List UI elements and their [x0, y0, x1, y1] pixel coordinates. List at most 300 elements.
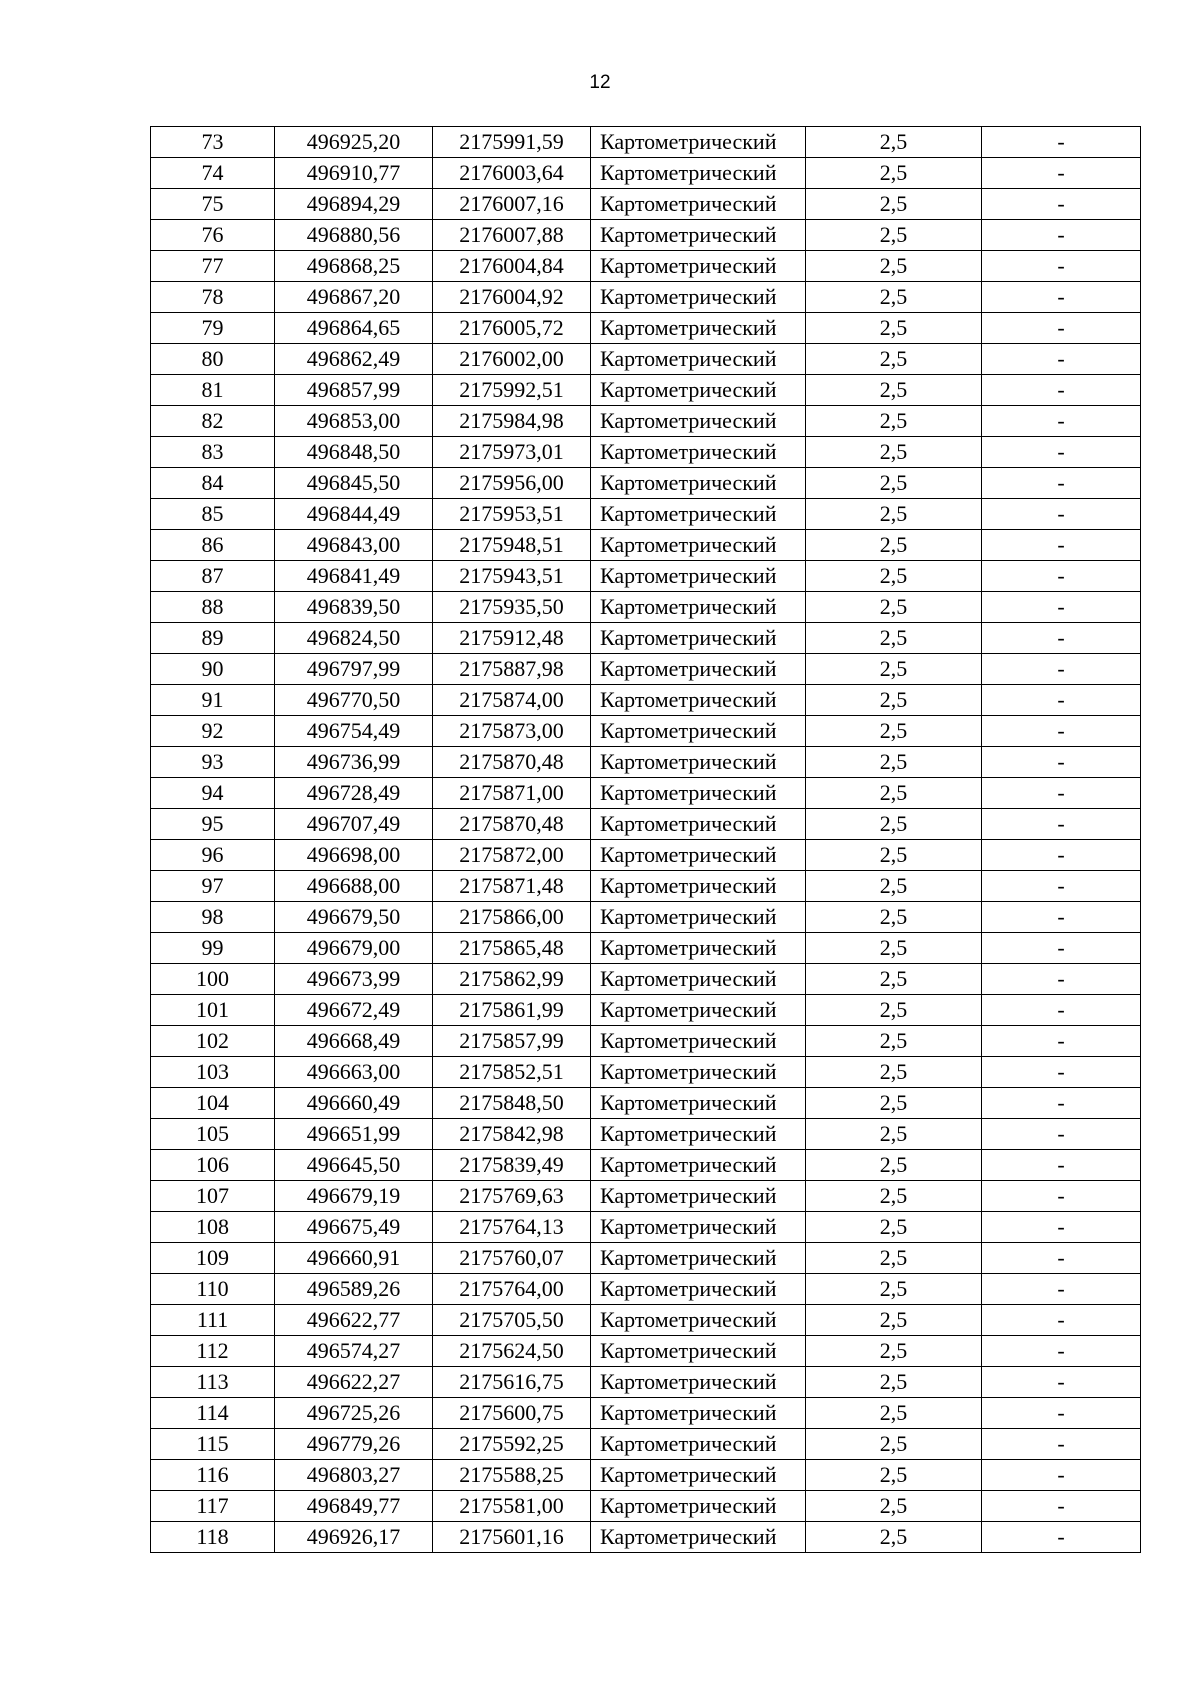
point-number-cell: 89: [151, 623, 275, 654]
point-number-cell: 117: [151, 1491, 275, 1522]
x-coordinate-cell: 496845,50: [275, 468, 433, 499]
accuracy-cell: 2,5: [806, 158, 982, 189]
method-cell: Картометрический: [591, 313, 806, 344]
point-number-cell: 110: [151, 1274, 275, 1305]
method-cell: Картометрический: [591, 1522, 806, 1553]
description-cell: -: [982, 1429, 1141, 1460]
x-coordinate-cell: 496660,91: [275, 1243, 433, 1274]
description-cell: -: [982, 1305, 1141, 1336]
x-coordinate-cell: 496679,19: [275, 1181, 433, 1212]
table-row: [151, 1026, 1141, 1057]
description-cell: -: [982, 933, 1141, 964]
description-cell: -: [982, 654, 1141, 685]
point-number-cell: 112: [151, 1336, 275, 1367]
y-coordinate-cell: 2175991,59: [433, 127, 591, 158]
table-row: [151, 468, 1141, 499]
table-row: [151, 251, 1141, 282]
description-cell: -: [982, 623, 1141, 654]
y-coordinate-cell: 2175848,50: [433, 1088, 591, 1119]
description-cell: -: [982, 375, 1141, 406]
table-row: [151, 995, 1141, 1026]
y-coordinate-cell: 2175862,99: [433, 964, 591, 995]
point-number-cell: 93: [151, 747, 275, 778]
description-cell: -: [982, 871, 1141, 902]
method-cell: Картометрический: [591, 468, 806, 499]
accuracy-cell: 2,5: [806, 964, 982, 995]
x-coordinate-cell: 496645,50: [275, 1150, 433, 1181]
y-coordinate-cell: 2175887,98: [433, 654, 591, 685]
y-coordinate-cell: 2175871,00: [433, 778, 591, 809]
point-number-cell: 104: [151, 1088, 275, 1119]
description-cell: -: [982, 1460, 1141, 1491]
y-coordinate-cell: 2175581,00: [433, 1491, 591, 1522]
description-cell: -: [982, 1088, 1141, 1119]
table-row: [151, 530, 1141, 561]
description-cell: -: [982, 840, 1141, 871]
table-row: [151, 220, 1141, 251]
table-row: [151, 1398, 1141, 1429]
description-cell: -: [982, 716, 1141, 747]
description-cell: -: [982, 1181, 1141, 1212]
y-coordinate-cell: 2176002,00: [433, 344, 591, 375]
point-number-cell: 99: [151, 933, 275, 964]
point-number-cell: 100: [151, 964, 275, 995]
x-coordinate-cell: 496867,20: [275, 282, 433, 313]
accuracy-cell: 2,5: [806, 530, 982, 561]
point-number-cell: 75: [151, 189, 275, 220]
point-number-cell: 114: [151, 1398, 275, 1429]
accuracy-cell: 2,5: [806, 499, 982, 530]
y-coordinate-cell: 2175852,51: [433, 1057, 591, 1088]
description-cell: -: [982, 685, 1141, 716]
table-row: [151, 1491, 1141, 1522]
description-cell: -: [982, 313, 1141, 344]
accuracy-cell: 2,5: [806, 406, 982, 437]
point-number-cell: 116: [151, 1460, 275, 1491]
y-coordinate-cell: 2175588,25: [433, 1460, 591, 1491]
y-coordinate-cell: 2175705,50: [433, 1305, 591, 1336]
x-coordinate-cell: 496779,26: [275, 1429, 433, 1460]
description-cell: -: [982, 1336, 1141, 1367]
description-cell: -: [982, 964, 1141, 995]
description-cell: -: [982, 1212, 1141, 1243]
method-cell: Картометрический: [591, 685, 806, 716]
table-row: [151, 1119, 1141, 1150]
x-coordinate-cell: 496925,20: [275, 127, 433, 158]
accuracy-cell: 2,5: [806, 1150, 982, 1181]
point-number-cell: 107: [151, 1181, 275, 1212]
table-row: [151, 716, 1141, 747]
y-coordinate-cell: 2175842,98: [433, 1119, 591, 1150]
description-cell: -: [982, 282, 1141, 313]
x-coordinate-cell: 496736,99: [275, 747, 433, 778]
method-cell: Картометрический: [591, 778, 806, 809]
method-cell: Картометрический: [591, 1088, 806, 1119]
x-coordinate-cell: 496679,50: [275, 902, 433, 933]
table-row: [151, 1274, 1141, 1305]
method-cell: Картометрический: [591, 1336, 806, 1367]
point-number-cell: 97: [151, 871, 275, 902]
table-row: [151, 499, 1141, 530]
accuracy-cell: 2,5: [806, 871, 982, 902]
accuracy-cell: 2,5: [806, 1057, 982, 1088]
x-coordinate-cell: 496926,17: [275, 1522, 433, 1553]
accuracy-cell: 2,5: [806, 716, 982, 747]
y-coordinate-cell: 2175601,16: [433, 1522, 591, 1553]
table-row: [151, 1522, 1141, 1553]
table-row: [151, 964, 1141, 995]
accuracy-cell: 2,5: [806, 840, 982, 871]
x-coordinate-cell: 496841,49: [275, 561, 433, 592]
accuracy-cell: 2,5: [806, 902, 982, 933]
method-cell: Картометрический: [591, 251, 806, 282]
accuracy-cell: 2,5: [806, 933, 982, 964]
x-coordinate-cell: 496707,49: [275, 809, 433, 840]
table-row: [151, 282, 1141, 313]
description-cell: -: [982, 809, 1141, 840]
method-cell: Картометрический: [591, 1212, 806, 1243]
description-cell: -: [982, 437, 1141, 468]
y-coordinate-cell: 2175935,50: [433, 592, 591, 623]
point-number-cell: 111: [151, 1305, 275, 1336]
description-cell: -: [982, 1398, 1141, 1429]
method-cell: Картометрический: [591, 716, 806, 747]
table-row: [151, 747, 1141, 778]
table-row: [151, 654, 1141, 685]
description-cell: -: [982, 1367, 1141, 1398]
y-coordinate-cell: 2175943,51: [433, 561, 591, 592]
x-coordinate-cell: 496728,49: [275, 778, 433, 809]
description-cell: -: [982, 127, 1141, 158]
y-coordinate-cell: 2175872,00: [433, 840, 591, 871]
method-cell: Картометрический: [591, 220, 806, 251]
y-coordinate-cell: 2175624,50: [433, 1336, 591, 1367]
description-cell: -: [982, 499, 1141, 530]
point-number-cell: 85: [151, 499, 275, 530]
y-coordinate-cell: 2176004,84: [433, 251, 591, 282]
x-coordinate-cell: 496672,49: [275, 995, 433, 1026]
point-number-cell: 106: [151, 1150, 275, 1181]
point-number-cell: 103: [151, 1057, 275, 1088]
method-cell: Картометрический: [591, 282, 806, 313]
x-coordinate-cell: 496679,00: [275, 933, 433, 964]
method-cell: Картометрический: [591, 437, 806, 468]
table-row: [151, 1212, 1141, 1243]
point-number-cell: 88: [151, 592, 275, 623]
y-coordinate-cell: 2175873,00: [433, 716, 591, 747]
y-coordinate-cell: 2175973,01: [433, 437, 591, 468]
method-cell: Картометрический: [591, 871, 806, 902]
point-number-cell: 76: [151, 220, 275, 251]
method-cell: Картометрический: [591, 654, 806, 685]
y-coordinate-cell: 2175839,49: [433, 1150, 591, 1181]
x-coordinate-cell: 496688,00: [275, 871, 433, 902]
point-number-cell: 91: [151, 685, 275, 716]
method-cell: Картометрический: [591, 1274, 806, 1305]
x-coordinate-cell: 496853,00: [275, 406, 433, 437]
point-number-cell: 74: [151, 158, 275, 189]
accuracy-cell: 2,5: [806, 344, 982, 375]
accuracy-cell: 2,5: [806, 1460, 982, 1491]
accuracy-cell: 2,5: [806, 1088, 982, 1119]
table-row: [151, 1429, 1141, 1460]
x-coordinate-cell: 496868,25: [275, 251, 433, 282]
description-cell: -: [982, 747, 1141, 778]
point-number-cell: 105: [151, 1119, 275, 1150]
point-number-cell: 92: [151, 716, 275, 747]
method-cell: Картометрический: [591, 1026, 806, 1057]
accuracy-cell: 2,5: [806, 251, 982, 282]
accuracy-cell: 2,5: [806, 1274, 982, 1305]
table-row: [151, 1088, 1141, 1119]
x-coordinate-cell: 496862,49: [275, 344, 433, 375]
table-row: [151, 809, 1141, 840]
accuracy-cell: 2,5: [806, 1212, 982, 1243]
table-row: [151, 437, 1141, 468]
point-number-cell: 90: [151, 654, 275, 685]
method-cell: Картометрический: [591, 995, 806, 1026]
y-coordinate-cell: 2175912,48: [433, 623, 591, 654]
point-number-cell: 78: [151, 282, 275, 313]
y-coordinate-cell: 2175956,00: [433, 468, 591, 499]
y-coordinate-cell: 2175764,00: [433, 1274, 591, 1305]
description-cell: -: [982, 1274, 1141, 1305]
description-cell: -: [982, 344, 1141, 375]
x-coordinate-cell: 496660,49: [275, 1088, 433, 1119]
table-row: [151, 158, 1141, 189]
method-cell: Картометрический: [591, 1491, 806, 1522]
y-coordinate-cell: 2175865,48: [433, 933, 591, 964]
x-coordinate-cell: 496754,49: [275, 716, 433, 747]
accuracy-cell: 2,5: [806, 1491, 982, 1522]
method-cell: Картометрический: [591, 406, 806, 437]
point-number-cell: 98: [151, 902, 275, 933]
table-row: [151, 313, 1141, 344]
y-coordinate-cell: 2175769,63: [433, 1181, 591, 1212]
method-cell: Картометрический: [591, 1460, 806, 1491]
y-coordinate-cell: 2175992,51: [433, 375, 591, 406]
description-cell: -: [982, 468, 1141, 499]
x-coordinate-cell: 496622,77: [275, 1305, 433, 1336]
x-coordinate-cell: 496849,77: [275, 1491, 433, 1522]
x-coordinate-cell: 496675,49: [275, 1212, 433, 1243]
description-cell: -: [982, 220, 1141, 251]
y-coordinate-cell: 2175871,48: [433, 871, 591, 902]
table-row: [151, 1336, 1141, 1367]
y-coordinate-cell: 2175870,48: [433, 809, 591, 840]
point-number-cell: 73: [151, 127, 275, 158]
point-number-cell: 79: [151, 313, 275, 344]
x-coordinate-cell: 496663,00: [275, 1057, 433, 1088]
y-coordinate-cell: 2175984,98: [433, 406, 591, 437]
description-cell: -: [982, 1057, 1141, 1088]
description-cell: -: [982, 189, 1141, 220]
x-coordinate-cell: 496574,27: [275, 1336, 433, 1367]
y-coordinate-cell: 2175870,48: [433, 747, 591, 778]
point-number-cell: 82: [151, 406, 275, 437]
description-cell: -: [982, 902, 1141, 933]
y-coordinate-cell: 2176007,88: [433, 220, 591, 251]
description-cell: -: [982, 995, 1141, 1026]
method-cell: Картометрический: [591, 840, 806, 871]
accuracy-cell: 2,5: [806, 654, 982, 685]
coordinates-table-body: [151, 127, 1141, 1553]
x-coordinate-cell: 496880,56: [275, 220, 433, 251]
description-cell: -: [982, 561, 1141, 592]
table-row: [151, 778, 1141, 809]
method-cell: Картометрический: [591, 499, 806, 530]
table-row: [151, 623, 1141, 654]
method-cell: Картометрический: [591, 1057, 806, 1088]
x-coordinate-cell: 496770,50: [275, 685, 433, 716]
point-number-cell: 84: [151, 468, 275, 499]
table-row: [151, 375, 1141, 406]
y-coordinate-cell: 2176003,64: [433, 158, 591, 189]
description-cell: -: [982, 778, 1141, 809]
point-number-cell: 95: [151, 809, 275, 840]
method-cell: Картометрический: [591, 747, 806, 778]
point-number-cell: 94: [151, 778, 275, 809]
accuracy-cell: 2,5: [806, 623, 982, 654]
table-row: [151, 592, 1141, 623]
table-row: [151, 1305, 1141, 1336]
coordinates-table: [150, 126, 1141, 1553]
method-cell: Картометрический: [591, 158, 806, 189]
accuracy-cell: 2,5: [806, 1398, 982, 1429]
method-cell: Картометрический: [591, 1367, 806, 1398]
accuracy-cell: 2,5: [806, 1181, 982, 1212]
y-coordinate-cell: 2175953,51: [433, 499, 591, 530]
x-coordinate-cell: 496848,50: [275, 437, 433, 468]
method-cell: Картометрический: [591, 1150, 806, 1181]
accuracy-cell: 2,5: [806, 747, 982, 778]
table-row: [151, 1150, 1141, 1181]
x-coordinate-cell: 496589,26: [275, 1274, 433, 1305]
description-cell: -: [982, 1150, 1141, 1181]
accuracy-cell: 2,5: [806, 1243, 982, 1274]
x-coordinate-cell: 496803,27: [275, 1460, 433, 1491]
point-number-cell: 83: [151, 437, 275, 468]
method-cell: Картометрический: [591, 902, 806, 933]
x-coordinate-cell: 496864,65: [275, 313, 433, 344]
method-cell: Картометрический: [591, 561, 806, 592]
point-number-cell: 81: [151, 375, 275, 406]
x-coordinate-cell: 496844,49: [275, 499, 433, 530]
accuracy-cell: 2,5: [806, 685, 982, 716]
x-coordinate-cell: 496894,29: [275, 189, 433, 220]
x-coordinate-cell: 496668,49: [275, 1026, 433, 1057]
point-number-cell: 118: [151, 1522, 275, 1553]
accuracy-cell: 2,5: [806, 437, 982, 468]
method-cell: Картометрический: [591, 809, 806, 840]
point-number-cell: 115: [151, 1429, 275, 1460]
accuracy-cell: 2,5: [806, 1305, 982, 1336]
table-row: [151, 344, 1141, 375]
method-cell: Картометрический: [591, 592, 806, 623]
y-coordinate-cell: 2175857,99: [433, 1026, 591, 1057]
point-number-cell: 113: [151, 1367, 275, 1398]
accuracy-cell: 2,5: [806, 468, 982, 499]
description-cell: -: [982, 1119, 1141, 1150]
method-cell: Картометрический: [591, 964, 806, 995]
table-row: [151, 685, 1141, 716]
accuracy-cell: 2,5: [806, 282, 982, 313]
table-row: [151, 933, 1141, 964]
x-coordinate-cell: 496910,77: [275, 158, 433, 189]
accuracy-cell: 2,5: [806, 1367, 982, 1398]
y-coordinate-cell: 2175948,51: [433, 530, 591, 561]
x-coordinate-cell: 496839,50: [275, 592, 433, 623]
table-row: [151, 840, 1141, 871]
description-cell: -: [982, 1522, 1141, 1553]
point-number-cell: 77: [151, 251, 275, 282]
table-row: [151, 871, 1141, 902]
x-coordinate-cell: 496673,99: [275, 964, 433, 995]
point-number-cell: 86: [151, 530, 275, 561]
y-coordinate-cell: 2175592,25: [433, 1429, 591, 1460]
method-cell: Картометрический: [591, 344, 806, 375]
table-row: [151, 1367, 1141, 1398]
y-coordinate-cell: 2176005,72: [433, 313, 591, 344]
method-cell: Картометрический: [591, 1429, 806, 1460]
accuracy-cell: 2,5: [806, 1026, 982, 1057]
accuracy-cell: 2,5: [806, 375, 982, 406]
point-number-cell: 87: [151, 561, 275, 592]
description-cell: -: [982, 406, 1141, 437]
description-cell: -: [982, 251, 1141, 282]
x-coordinate-cell: 496651,99: [275, 1119, 433, 1150]
accuracy-cell: 2,5: [806, 220, 982, 251]
accuracy-cell: 2,5: [806, 127, 982, 158]
method-cell: Картометрический: [591, 127, 806, 158]
table-row: [151, 127, 1141, 158]
table-row: [151, 1243, 1141, 1274]
x-coordinate-cell: 496857,99: [275, 375, 433, 406]
description-cell: -: [982, 158, 1141, 189]
method-cell: Картометрический: [591, 189, 806, 220]
page-number: 12: [589, 72, 611, 93]
x-coordinate-cell: 496843,00: [275, 530, 433, 561]
table-row: [151, 902, 1141, 933]
y-coordinate-cell: 2175600,75: [433, 1398, 591, 1429]
y-coordinate-cell: 2175616,75: [433, 1367, 591, 1398]
accuracy-cell: 2,5: [806, 1522, 982, 1553]
accuracy-cell: 2,5: [806, 809, 982, 840]
y-coordinate-cell: 2175866,00: [433, 902, 591, 933]
table-row: [151, 561, 1141, 592]
method-cell: Картометрический: [591, 623, 806, 654]
x-coordinate-cell: 496824,50: [275, 623, 433, 654]
description-cell: -: [982, 1243, 1141, 1274]
accuracy-cell: 2,5: [806, 778, 982, 809]
point-number-cell: 101: [151, 995, 275, 1026]
accuracy-cell: 2,5: [806, 995, 982, 1026]
method-cell: Картометрический: [591, 1305, 806, 1336]
point-number-cell: 80: [151, 344, 275, 375]
y-coordinate-cell: 2176004,92: [433, 282, 591, 313]
point-number-cell: 108: [151, 1212, 275, 1243]
method-cell: Картометрический: [591, 1181, 806, 1212]
point-number-cell: 96: [151, 840, 275, 871]
description-cell: -: [982, 530, 1141, 561]
accuracy-cell: 2,5: [806, 1336, 982, 1367]
x-coordinate-cell: 496725,26: [275, 1398, 433, 1429]
description-cell: -: [982, 1491, 1141, 1522]
point-number-cell: 102: [151, 1026, 275, 1057]
method-cell: Картометрический: [591, 375, 806, 406]
y-coordinate-cell: 2175861,99: [433, 995, 591, 1026]
method-cell: Картометрический: [591, 530, 806, 561]
